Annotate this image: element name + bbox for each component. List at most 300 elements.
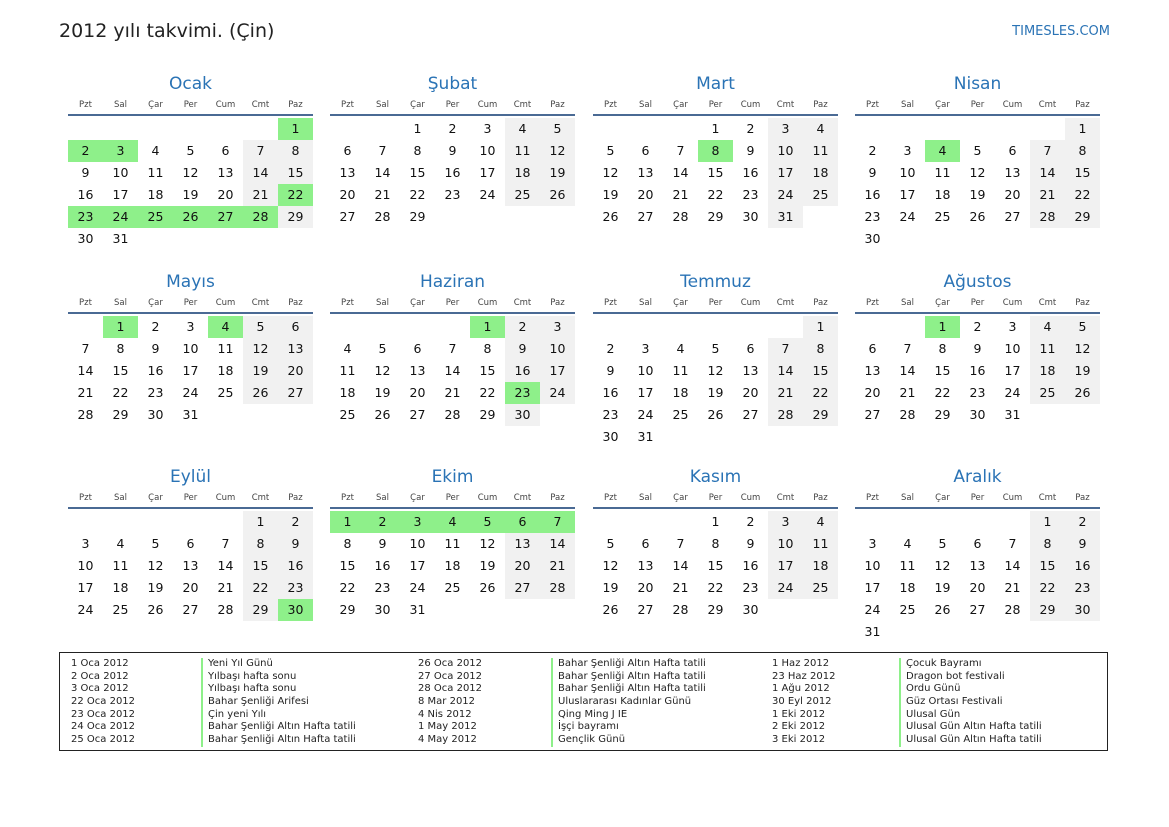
day-cell: 6 [186, 536, 195, 551]
day-cell: 12 [374, 363, 391, 378]
day-cell: 22 [112, 385, 129, 400]
day-cell: 21 [672, 580, 689, 595]
weekday-label: Per [708, 298, 723, 308]
empty-cell [540, 404, 575, 426]
legend-date: 4 May 2012 [418, 734, 477, 746]
weekday-label: Sal [901, 100, 914, 110]
weekday-label: Sal [639, 493, 652, 503]
empty-cell [803, 426, 838, 448]
day-cell: 5 [378, 341, 387, 356]
weekend-day: 30 [505, 404, 540, 426]
day-cell: 13 [637, 165, 654, 180]
legend-holiday-name: Yılbaşı hafta sonu [201, 683, 356, 696]
day-cell: 10 [637, 363, 654, 378]
day-cell: 18 [444, 558, 461, 573]
weekday-label: Çar [410, 493, 425, 503]
day-cell: 28 [1004, 602, 1021, 617]
weekday-label: Cum [477, 100, 498, 110]
day-cell: 30 [77, 231, 94, 246]
legend-holiday-name: Ordu Günü [899, 683, 1042, 696]
weekday-label: Per [183, 100, 198, 110]
weekend-day: 3 [768, 511, 803, 533]
weekday-label: Paz [288, 493, 303, 503]
weekday-label: Per [183, 493, 198, 503]
weekday-label: Pzt [341, 298, 354, 308]
day-cell: 12 [602, 558, 619, 573]
day-cell: 11 [339, 363, 356, 378]
day-cell: 9 [746, 536, 755, 551]
day-cell: 14 [374, 165, 391, 180]
weekday-label: Paz [1075, 100, 1090, 110]
day-cell: 3 [1008, 319, 1017, 334]
day-cell: 12 [969, 165, 986, 180]
weekend-day: 4 [1030, 316, 1065, 338]
weekday-label: Çar [935, 298, 950, 308]
day-cell: 23 [969, 385, 986, 400]
day-cell: 2 [606, 341, 615, 356]
day-cell: 17 [182, 363, 199, 378]
day-cell: 28 [444, 407, 461, 422]
day-cell: 19 [707, 385, 724, 400]
legend-holiday-name: Yeni Yıl Günü [201, 658, 356, 671]
month-name: Temmuz [680, 272, 751, 292]
day-cell: 14 [672, 558, 689, 573]
day-cell: 11 [444, 536, 461, 551]
holiday-day: 1 [330, 511, 365, 533]
day-cell: 29 [707, 602, 724, 617]
brand-link[interactable]: TIMESLES.COM [1012, 24, 1110, 39]
weekday-header [593, 489, 838, 507]
empty-cell [1030, 118, 1065, 140]
weekend-day: 19 [540, 162, 575, 184]
day-cell: 5 [606, 536, 615, 551]
legend-date: 1 Oca 2012 [71, 658, 129, 669]
weekend-day: 18 [803, 162, 838, 184]
weekday-label: Paz [813, 100, 828, 110]
day-cell: 10 [112, 165, 129, 180]
weekend-day: 13 [505, 533, 540, 555]
weekend-day: 29 [278, 206, 313, 228]
day-cell: 13 [182, 558, 199, 573]
empty-cell [330, 316, 365, 338]
weekday-label: Pzt [79, 100, 92, 110]
day-cell: 4 [151, 143, 160, 158]
day-cell: 8 [343, 536, 352, 551]
empty-cell [68, 511, 103, 533]
weekend-day: 17 [768, 555, 803, 577]
weekend-day: 13 [278, 338, 313, 360]
day-cell: 9 [448, 143, 457, 158]
weekday-label: Sal [901, 493, 914, 503]
day-cell: 5 [973, 143, 982, 158]
empty-cell [208, 404, 243, 426]
day-cell: 26 [479, 580, 496, 595]
day-cell: 11 [899, 558, 916, 573]
empty-cell [995, 228, 1030, 250]
weekend-day: 25 [803, 184, 838, 206]
weekday-label: Cum [1002, 493, 1023, 503]
legend-date: 1 Ağu 2012 [772, 683, 830, 695]
weekday-label: Cum [215, 100, 236, 110]
weekend-day: 18 [803, 555, 838, 577]
empty-cell [208, 228, 243, 250]
day-cell: 13 [1004, 165, 1021, 180]
day-cell: 31 [409, 602, 426, 617]
day-cell: 14 [1004, 558, 1021, 573]
weekday-label: Cmt [251, 298, 270, 308]
empty-cell [733, 426, 768, 448]
weekday-label: Per [445, 298, 460, 308]
weekend-day: 14 [243, 162, 278, 184]
weekday-label: Cmt [1038, 493, 1057, 503]
weekend-day: 23 [278, 577, 313, 599]
week-row [593, 404, 838, 426]
empty-cell [733, 316, 768, 338]
weekday-label: Sal [639, 100, 652, 110]
week-row [855, 360, 1100, 382]
empty-cell [960, 511, 995, 533]
weekend-day: 20 [278, 360, 313, 382]
weekday-header [855, 294, 1100, 312]
week-row [855, 118, 1100, 140]
weekday-label: Per [970, 493, 985, 503]
month-block [855, 271, 1100, 426]
weekday-header [593, 96, 838, 114]
day-cell: 23 [602, 407, 619, 422]
weekday-label: Cum [215, 493, 236, 503]
weekend-day: 8 [243, 533, 278, 555]
empty-cell [540, 599, 575, 621]
day-cell: 31 [112, 231, 129, 246]
weekday-label: Paz [550, 493, 565, 503]
weekend-day: 12 [243, 338, 278, 360]
month-name: Ocak [169, 74, 212, 94]
day-cell: 4 [676, 341, 685, 356]
weekend-day: 26 [540, 184, 575, 206]
day-cell: 7 [448, 341, 457, 356]
day-cell: 25 [112, 602, 129, 617]
legend-name-column [201, 658, 356, 747]
week-row [593, 533, 838, 555]
weekday-label: Çar [148, 493, 163, 503]
weekend-day: 22 [803, 382, 838, 404]
legend-date: 27 Oca 2012 [418, 670, 483, 682]
day-cell: 26 [602, 602, 619, 617]
month-divider [593, 312, 838, 314]
weekday-label: Çar [935, 493, 950, 503]
empty-cell [173, 511, 208, 533]
empty-cell [470, 206, 505, 228]
day-cell: 12 [182, 165, 199, 180]
weekday-header [855, 489, 1100, 507]
weekend-day: 24 [540, 382, 575, 404]
legend-date: 3 Eki 2012 [772, 734, 826, 746]
week-row [68, 206, 313, 228]
empty-cell [890, 511, 925, 533]
month-divider [593, 114, 838, 116]
day-cell: 16 [969, 363, 986, 378]
weekday-label: Cum [1002, 298, 1023, 308]
empty-cell [995, 511, 1030, 533]
day-cell: 26 [374, 407, 391, 422]
weekday-label: Pzt [604, 100, 617, 110]
weekend-day: 9 [1065, 533, 1100, 555]
week-row [68, 404, 313, 426]
month-name: Kasım [689, 467, 742, 487]
weekend-day: 9 [505, 338, 540, 360]
day-cell: 24 [1004, 385, 1021, 400]
page-title: 2012 yılı takvimi. (Çin) [59, 20, 275, 42]
legend-holiday-name: Ulusal Gün Altın Hafta tatili [899, 734, 1042, 747]
weekend-day: 27 [505, 577, 540, 599]
month-name: Eylül [169, 467, 212, 487]
day-cell: 19 [182, 187, 199, 202]
month-divider [330, 312, 575, 314]
week-row [68, 228, 313, 250]
legend-date: 26 Oca 2012 [418, 658, 483, 669]
weekday-label: Pzt [79, 298, 92, 308]
weekday-label: Cum [215, 298, 236, 308]
weekday-label: Cmt [1038, 298, 1057, 308]
weekday-label: Pzt [604, 493, 617, 503]
day-cell: 23 [444, 187, 461, 202]
day-cell: 1 [711, 121, 720, 136]
empty-cell [663, 316, 698, 338]
holiday-day: 4 [925, 140, 960, 162]
empty-cell [925, 118, 960, 140]
legend-holiday-name: Bahar Şenliği Altın Hafta tatili [201, 721, 356, 734]
week-row [330, 577, 575, 599]
weekend-day: 23 [1065, 577, 1100, 599]
weekend-day: 2 [1065, 511, 1100, 533]
weekend-day: 21 [768, 382, 803, 404]
day-cell: 4 [116, 536, 125, 551]
day-cell: 4 [903, 536, 912, 551]
day-cell: 6 [1008, 143, 1017, 158]
day-cell: 3 [186, 319, 195, 334]
day-cell: 12 [602, 165, 619, 180]
month-name: Aralık [953, 467, 1002, 487]
weekday-label: Cmt [1038, 100, 1057, 110]
weekend-day: 11 [1030, 338, 1065, 360]
day-cell: 15 [707, 558, 724, 573]
empty-cell [1030, 228, 1065, 250]
day-cell: 16 [742, 165, 759, 180]
day-cell: 24 [409, 580, 426, 595]
week-row [855, 316, 1100, 338]
empty-cell [960, 118, 995, 140]
day-cell: 28 [374, 209, 391, 224]
day-cell: 31 [864, 624, 881, 639]
day-cell: 25 [934, 209, 951, 224]
day-cell: 15 [479, 363, 496, 378]
day-cell: 13 [969, 558, 986, 573]
week-row [855, 338, 1100, 360]
week-row [593, 511, 838, 533]
weekend-day: 26 [243, 382, 278, 404]
week-row [855, 162, 1100, 184]
day-cell: 25 [672, 407, 689, 422]
day-cell: 23 [742, 187, 759, 202]
day-cell: 4 [343, 341, 352, 356]
weekday-label: Paz [550, 100, 565, 110]
weekday-label: Sal [114, 100, 127, 110]
weekday-label: Cmt [776, 298, 795, 308]
week-row [855, 184, 1100, 206]
empty-cell [243, 228, 278, 250]
month-divider [68, 507, 313, 509]
day-cell: 21 [77, 385, 94, 400]
day-cell: 9 [868, 165, 877, 180]
empty-cell [890, 118, 925, 140]
weekday-label: Cmt [513, 493, 532, 503]
week-row [330, 118, 575, 140]
day-cell: 3 [483, 121, 492, 136]
weekend-day: 31 [768, 206, 803, 228]
week-row [68, 316, 313, 338]
day-cell: 2 [746, 121, 755, 136]
weekday-label: Per [445, 100, 460, 110]
day-cell: 10 [899, 165, 916, 180]
day-cell: 14 [217, 558, 234, 573]
month-divider [593, 507, 838, 509]
weekend-day: 25 [803, 577, 838, 599]
day-cell: 20 [182, 580, 199, 595]
weekend-day: 6 [278, 316, 313, 338]
day-cell: 24 [637, 407, 654, 422]
weekend-day: 11 [505, 140, 540, 162]
day-cell: 21 [1004, 580, 1021, 595]
day-cell: 8 [938, 341, 947, 356]
week-row [330, 162, 575, 184]
holiday-day: 4 [208, 316, 243, 338]
weekend-day: 28 [540, 577, 575, 599]
day-cell: 5 [151, 536, 160, 551]
weekend-day: 5 [243, 316, 278, 338]
day-cell: 27 [1004, 209, 1021, 224]
weekday-header [593, 294, 838, 312]
weekend-day: 5 [1065, 316, 1100, 338]
weekday-label: Sal [376, 298, 389, 308]
legend-holiday-name: Bahar Şenliği Altın Hafta tatili [551, 658, 706, 671]
holiday-day: 2 [365, 511, 400, 533]
day-cell: 19 [374, 385, 391, 400]
day-cell: 30 [374, 602, 391, 617]
day-cell: 13 [864, 363, 881, 378]
day-cell: 18 [147, 187, 164, 202]
weekend-day: 11 [803, 140, 838, 162]
day-cell: 10 [182, 341, 199, 356]
day-cell: 25 [339, 407, 356, 422]
month-block [593, 271, 838, 448]
day-cell: 30 [147, 407, 164, 422]
day-cell: 8 [711, 536, 720, 551]
week-row [68, 533, 313, 555]
week-row [68, 338, 313, 360]
empty-cell [505, 206, 540, 228]
day-cell: 26 [602, 209, 619, 224]
day-cell: 6 [641, 143, 650, 158]
weekend-day: 5 [540, 118, 575, 140]
day-cell: 16 [742, 558, 759, 573]
day-cell: 10 [77, 558, 94, 573]
weekday-label: Paz [813, 493, 828, 503]
month-divider [68, 114, 313, 116]
day-cell: 21 [672, 187, 689, 202]
weekday-label: Çar [410, 100, 425, 110]
month-block [68, 466, 313, 621]
empty-cell [925, 621, 960, 643]
weekday-label: Pzt [866, 298, 879, 308]
day-cell: 20 [969, 580, 986, 595]
week-row [593, 162, 838, 184]
empty-cell [208, 118, 243, 140]
week-row [593, 555, 838, 577]
weekday-label: Cum [740, 298, 761, 308]
weekend-day: 24 [768, 184, 803, 206]
week-row [330, 338, 575, 360]
day-cell: 10 [479, 143, 496, 158]
legend-date: 30 Eyl 2012 [772, 696, 832, 708]
weekend-day: 16 [505, 360, 540, 382]
weekend-day: 14 [1030, 162, 1065, 184]
day-cell: 27 [742, 407, 759, 422]
day-cell: 16 [444, 165, 461, 180]
day-cell: 18 [899, 580, 916, 595]
weekday-label: Per [708, 100, 723, 110]
week-row [855, 533, 1100, 555]
weekend-day: 28 [1030, 206, 1065, 228]
legend-holiday-name: Gençlik Günü [551, 734, 706, 747]
holiday-day: 27 [208, 206, 243, 228]
legend-date: 1 May 2012 [418, 721, 477, 733]
weekday-header [68, 294, 313, 312]
day-cell: 20 [1004, 187, 1021, 202]
legend-date: 4 Nis 2012 [418, 708, 472, 720]
weekend-day: 7 [243, 140, 278, 162]
empty-cell [540, 206, 575, 228]
weekday-label: Cum [477, 298, 498, 308]
month-name: Ağustos [943, 272, 1012, 292]
day-cell: 22 [934, 385, 951, 400]
holiday-day: 24 [103, 206, 138, 228]
weekday-label: Cmt [776, 493, 795, 503]
day-cell: 13 [217, 165, 234, 180]
holiday-day: 1 [925, 316, 960, 338]
empty-cell [593, 511, 628, 533]
day-cell: 24 [899, 209, 916, 224]
week-row [593, 382, 838, 404]
day-cell: 26 [147, 602, 164, 617]
holiday-day: 28 [243, 206, 278, 228]
weekday-label: Çar [673, 100, 688, 110]
empty-cell [103, 118, 138, 140]
weekend-day: 21 [243, 184, 278, 206]
day-cell: 6 [343, 143, 352, 158]
empty-cell [435, 599, 470, 621]
empty-cell [470, 599, 505, 621]
week-row [593, 118, 838, 140]
weekend-day: 21 [540, 555, 575, 577]
holiday-day: 8 [698, 140, 733, 162]
day-cell: 9 [378, 536, 387, 551]
month-divider [855, 114, 1100, 116]
week-row [330, 184, 575, 206]
empty-cell [663, 426, 698, 448]
weekday-header [855, 96, 1100, 114]
day-cell: 14 [672, 165, 689, 180]
day-cell: 5 [938, 536, 947, 551]
